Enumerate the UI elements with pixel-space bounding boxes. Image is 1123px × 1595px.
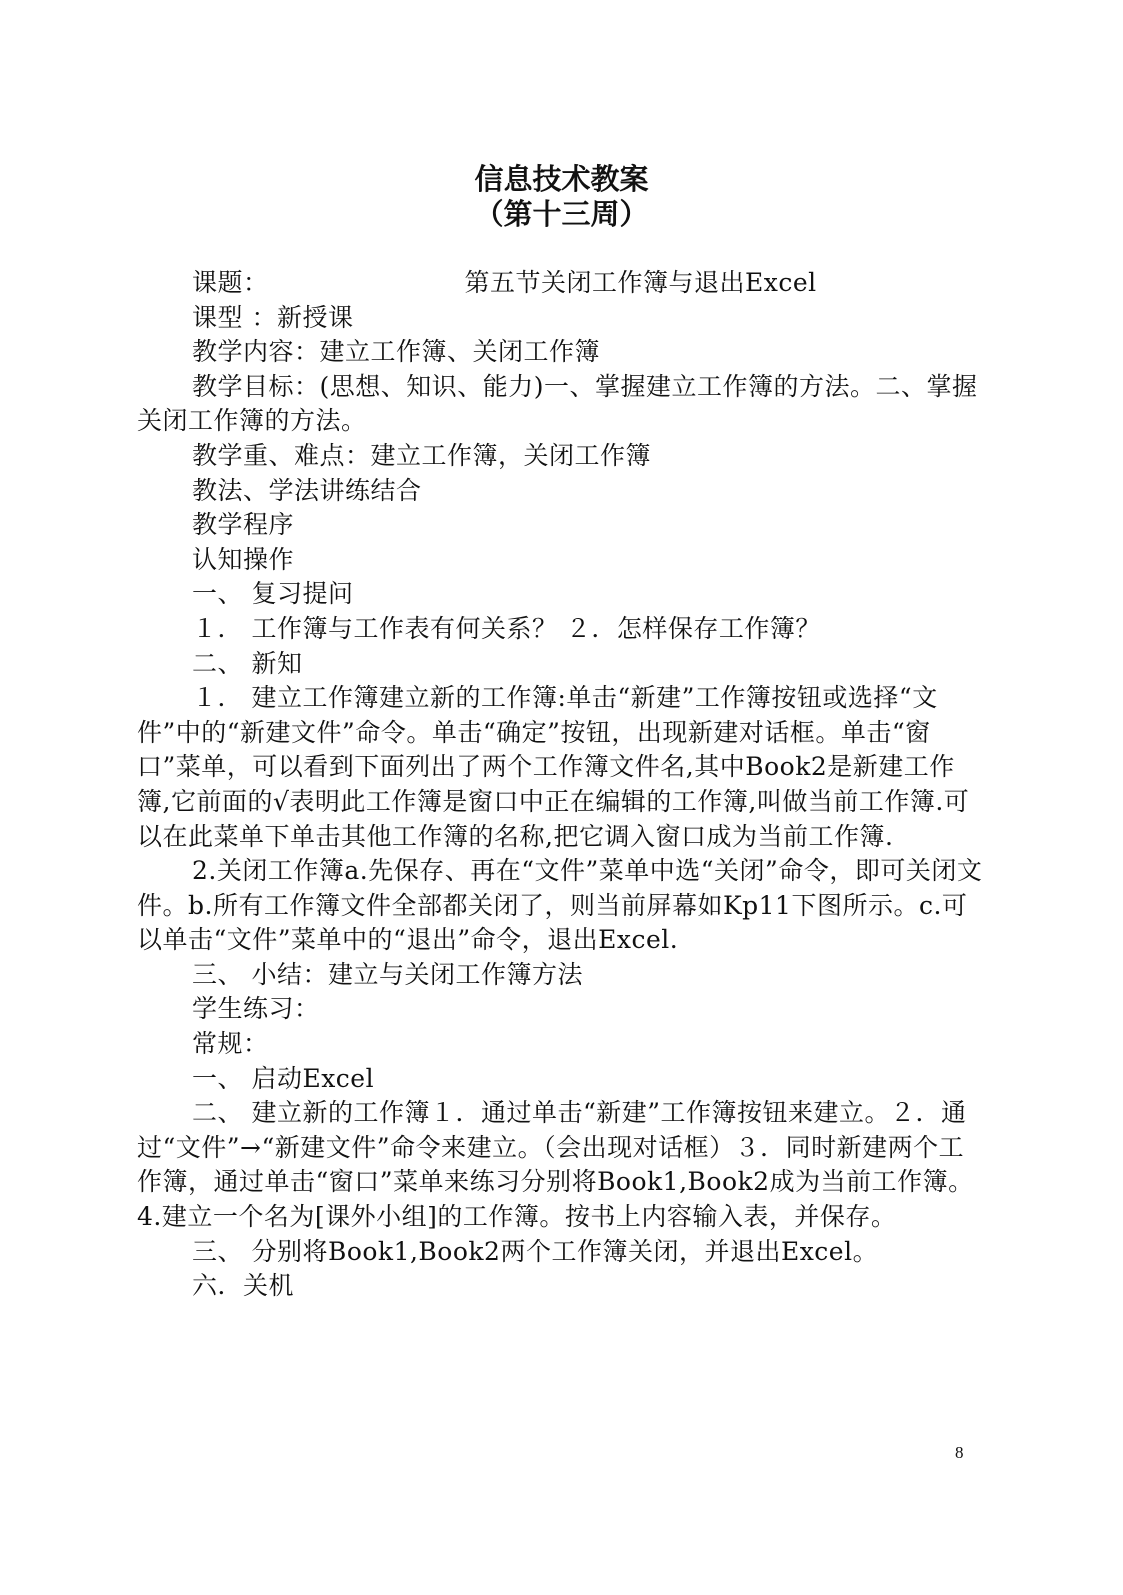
shutdown-step: 六．关机 xyxy=(192,1271,295,1301)
lesson-objectives: 教学目标：(思想、知识、能力)一、掌握建立工作簿的方法。二、掌握关闭工作簿的方法。 xyxy=(137,371,978,436)
lesson-key-points: 教学重、难点：建立工作簿，关闭工作簿 xyxy=(192,440,652,470)
new-knowledge-close: 2.关闭工作簿a.先保存、再在“文件”菜单中选“关闭”命令，即可关闭文件。b.所有工作簿文件全部都关闭了，则当前屏幕如Kp11下图所示。c.可以单击“文件”菜单中的“退出”命令，退出Excel. xyxy=(137,856,983,955)
lesson-content: 教学内容：建立工作簿、关闭工作簿 xyxy=(192,337,601,367)
document-subtitle: （第十三周） xyxy=(474,197,649,231)
page-number: 8 xyxy=(955,1443,964,1462)
new-knowledge-heading: 二、 新知 xyxy=(192,648,303,678)
practice-step-2: 二、 建立新的工作簿１．通过单击“新建”工作簿按钮来建立。２．通过“文件”→“新建文件”命令来建立。（会出现对话框）３．同时新建两个工作簿，通过单击“窗口”菜单来练习分别将Book1,Book2成为当前工作簿。4.建立一个名为[课外小组]的工作簿。按书上内容输入表，并保存。 xyxy=(137,1098,974,1232)
lesson-body xyxy=(137,266,987,1304)
review-questions: １． 工作簿与工作表有何关系？ ２．怎样保存工作簿？ xyxy=(192,613,821,643)
topic-line xyxy=(137,266,987,301)
review-heading: 一、 复习提问 xyxy=(192,579,354,609)
practice-step-3: 三、 分别将Book1,Book2两个工作簿关闭，并退出Excel。 xyxy=(192,1236,879,1266)
cognitive-operation: 认知操作 xyxy=(192,544,295,574)
document-title: 信息技术教案 xyxy=(474,162,649,196)
practice-step-1: 一、 启动Excel xyxy=(192,1063,375,1093)
topic-label: 课题： xyxy=(192,268,269,297)
new-knowledge-create: １． 建立工作簿建立新的工作簿:单击“新建”工作簿按钮或选择“文件”中的“新建文件”命令。单击“确定”按钮，出现新建对话框。单击“窗口”菜单，可以看到下面列出了两个工作簿文件名,其中Book2是新建工作簿,它前面的√表明此工作簿是窗口中正在编辑的工作簿,叫做当前工作簿.可以在此菜单下单击其他工作簿的名称,把它调入窗口成为当前工作簿. xyxy=(137,683,970,851)
summary-line: 三、 小结：建立与关闭工作簿方法 xyxy=(192,959,583,989)
lesson-type: 课型 ：新授课 xyxy=(192,302,354,332)
practice-heading: 学生练习： xyxy=(192,994,320,1024)
routine-heading: 常规： xyxy=(192,1029,269,1059)
lesson-methods: 教法、学法讲练结合 xyxy=(192,475,422,505)
topic-value: 第五节关闭工作簿与退出Excel xyxy=(464,268,817,297)
lesson-procedure: 教学程序 xyxy=(192,510,295,540)
